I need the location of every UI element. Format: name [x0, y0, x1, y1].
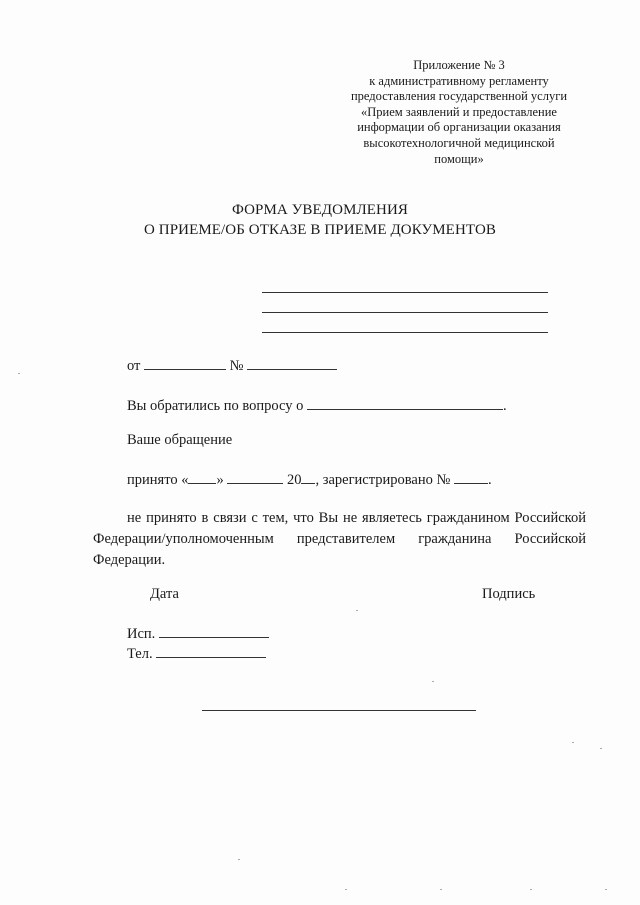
executor-row: [127, 623, 269, 644]
quote-close: »: [216, 472, 224, 488]
scan-speck: [18, 373, 20, 374]
appendix-line: помощи»: [434, 151, 484, 166]
not-accepted-paragraph: не принято в связи с тем, что Вы не являетесь гражданином Российской Федерации/уполномоченным представителем гражданина Российской Федерации.: [93, 510, 586, 568]
number-label: №: [229, 358, 244, 374]
accepted-label: принято «: [127, 472, 189, 488]
signature-label: Подпись: [482, 586, 536, 602]
registered-label: , зарегистрировано №: [315, 472, 451, 488]
request-row: [127, 395, 507, 416]
executor-blank: [159, 623, 269, 638]
appendix-line: информации об организации оказания: [357, 120, 561, 135]
executor-label: Исп.: [127, 626, 156, 642]
appeal-label: Ваше обращение: [127, 432, 233, 448]
appendix-line: предоставления государственной услуги: [350, 89, 568, 104]
from-row: [127, 355, 337, 376]
month-blank: [227, 469, 283, 484]
request-end: .: [503, 398, 507, 414]
from-label: от: [127, 358, 141, 374]
closing-separator: [202, 710, 476, 711]
phone-blank: [156, 643, 266, 658]
addressee-line: [262, 312, 548, 313]
registered-end: .: [487, 472, 492, 488]
appendix-line: к административному регламенту: [369, 73, 549, 88]
form-subtitle: О ПРИЕМЕ/ОБ ОТКАЗЕ В ПРИЕМЕ ДОКУМЕНТОВ: [143, 222, 496, 238]
scan-speck: [530, 889, 532, 890]
date-label: Дата: [150, 586, 179, 602]
date-blank: [144, 355, 226, 370]
scan-speck: [440, 889, 442, 890]
addressee-line: [262, 292, 548, 293]
appendix-line: «Прием заявлений и предоставление: [361, 104, 557, 119]
appendix-line: высокотехнологичной медицинской: [363, 135, 555, 150]
scan-speck: [600, 748, 602, 749]
addressee-line: [262, 332, 548, 333]
appendix-header: [330, 58, 588, 167]
day-blank: [188, 469, 216, 484]
request-blank: [307, 395, 503, 410]
accepted-row: [127, 469, 492, 490]
year-blank: [301, 469, 315, 484]
year-prefix: 20: [286, 472, 302, 488]
phone-row: [127, 643, 266, 664]
appendix-line: Приложение № 3: [413, 58, 505, 72]
form-title: ФОРМА УВЕДОМЛЕНИЯ: [231, 202, 409, 218]
scan-speck: [605, 889, 607, 890]
phone-label: Тел.: [127, 646, 153, 662]
number-blank: [247, 355, 337, 370]
registration-number-blank: [454, 469, 488, 484]
scan-speck: [356, 610, 358, 611]
scan-speck: [432, 681, 434, 682]
scan-speck: [345, 889, 347, 890]
scan-speck: [572, 742, 574, 743]
scan-speck: [238, 859, 240, 860]
request-text: Вы обратились по вопросу о: [127, 398, 304, 414]
